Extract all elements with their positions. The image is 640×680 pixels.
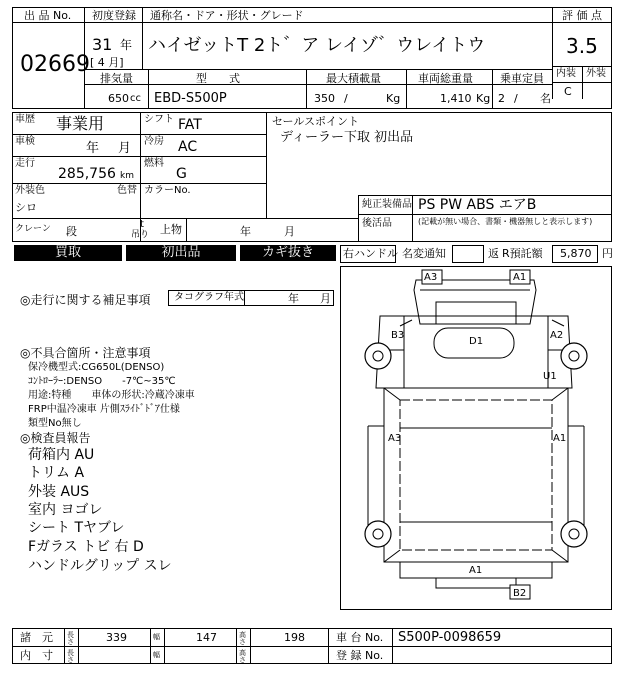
damage-mark: D1 [469,336,484,347]
equipment-label: 純正装備品 [362,199,412,210]
crane-ton: t [140,219,144,230]
score-label: 評 価 点 [562,9,602,22]
damage-mark: A3 [424,272,438,283]
inner-dims-label: 内 寸 [20,649,53,662]
inner-length-label: 長さ [67,649,74,664]
equipment-value: PS PW ABS エアB [418,197,537,213]
chassis-number: S500P-0098659 [398,630,502,645]
reg-no-label: 登 録 No. [336,649,384,662]
displacement-label: 排気量 [100,72,133,85]
width-value: 147 [196,631,217,644]
first-reg-month: [ 4 月] [90,56,124,69]
type-label: 型 式 [196,72,240,85]
mileage-unit: km [120,171,134,181]
defect-line: FRP中温冷凍車 片側ｽﾗｲﾄﾞﾄﾞｱ仕様 [28,404,180,415]
capacity-slash: / [514,92,518,105]
type-value: EBD-S500P [154,91,227,106]
dims-label: 諸 元 [20,631,53,644]
name-change-label: 名変通知 [402,247,446,260]
return-label: 返 [488,247,499,260]
inspector-title: ◎検査員報告 [20,431,91,445]
defects-title: ◎不具合箇所・注意事項 [20,346,151,360]
inspector-line: Fガラス トビ 右 D [28,539,144,555]
first-listing-bar: 初出品 [126,245,236,261]
height-value: 198 [284,631,305,644]
recycle-label: R預託額 [502,247,543,260]
capacity-label: 乗車定員 [500,72,544,85]
capacity-value: 2 [498,92,505,105]
crane-step: 段 [66,225,77,238]
color-change-label: 色替 [117,185,137,196]
model-name: ハイゼットT 2ト゛ア レイゾ゛ウレイトウ [148,35,486,56]
aftermarket-label: 後活品 [362,218,392,229]
defect-line: 用途:特種 車体の形状:冷蔵冷凍車 [28,390,195,401]
upper-label: 上物 [160,223,182,236]
defect-line: 類型No無し [28,418,82,429]
inspector-line: トリム A [28,465,85,481]
fuel-label: 燃料 [144,158,164,169]
buy-bar: 買取 [14,245,122,261]
color-no-label: カラーNo. [144,185,191,196]
chassis-label: 車 台 No. [336,631,384,644]
first-reg-label: 初度登録 [92,9,136,22]
defect-line: ｺﾝﾄﾛｰﾗｰ:DENSO -7℃~35℃ [28,376,176,387]
damage-mark: B3 [391,330,405,341]
inspection-label: 車検 [15,136,35,147]
damage-mark: A1 [513,272,527,283]
damage-mark: A2 [550,330,564,341]
damage-mark: A1 [469,565,483,576]
sales-point-label: セールスポイント [272,115,360,128]
upper-month: 月 [284,225,295,238]
tacho-year: 年 [288,292,299,305]
lot-label: 出 品 No. [24,9,72,22]
crane-label: クレーン [15,224,51,234]
ac-value: AC [178,139,198,155]
sales-point-text: ディーラー下取 初出品 [280,130,414,145]
inspection-year: 年 [86,141,100,156]
vehicle-diagram [340,266,612,610]
color-value: シロ [15,201,37,214]
shift-value: FAT [178,117,202,133]
displacement-value: 650 [108,92,129,105]
damage-mark: A3 [388,433,402,444]
tacho-month: 月 [320,292,331,305]
inspector-line: 外装 AUS [28,484,90,500]
aftermarket-note: (記載が無い場合、書類・機器無しと表示します) [418,217,593,226]
length-value: 339 [106,631,127,644]
inspector-line: ハンドルグリップ スレ [28,558,172,574]
inspector-line: 荷箱内 AU [28,447,95,463]
gross-weight-value: 1,410 [440,92,472,105]
key-removed-bar: カギ抜き [240,245,336,261]
inspector-line: 室内 ヨゴレ [28,502,103,518]
color-label: 外装色 [15,185,45,196]
ac-label: 冷房 [144,136,164,147]
lot-number: 02669 [20,52,90,77]
width-label: 幅 [153,633,160,641]
steering-handle: 右ハンドル [343,247,398,260]
score-value: 3.5 [566,34,598,58]
recycle-amount: 5,870 [560,247,592,260]
tacho-label: タコグラフ年式 [174,292,244,303]
damage-mark: A1 [553,433,567,444]
capacity-unit: 名 [540,92,551,105]
history-label: 車歴 [15,114,35,125]
max-load-slash: / [344,92,348,105]
max-load-unit: Kg [386,92,401,105]
inspection-month: 月 [118,141,132,156]
crane-hoist: 吊り [131,230,150,240]
inner-width-label: 幅 [153,651,160,659]
max-load-label: 最大積載量 [326,72,381,85]
inner-height-label: 高さ [239,649,246,664]
model-label: 通称名・ドア・形状・グレード [150,9,304,22]
year-unit: 年 [120,38,133,52]
gross-weight-unit: Kg [476,92,491,105]
inspector-line: シート Tヤブレ [28,520,125,536]
defect-line: 保冷機型式:CG650L(DENSO) [28,362,165,373]
mileage-value: 285,756 [58,166,116,182]
first-reg-year: 31 [92,35,113,54]
interior-label: 内装 [556,68,576,79]
displacement-unit: cc [130,93,141,104]
shift-label: シフト [144,114,174,125]
mileage-label: 走行 [15,158,35,169]
upper-year: 年 [240,225,251,238]
history-value: 事業用 [56,114,105,133]
length-label: 長さ [67,631,74,646]
exterior-label: 外装 [586,68,606,79]
fuel-value: G [176,166,187,182]
height-label: 高さ [239,631,246,646]
max-load-value: 350 [314,92,335,105]
damage-mark: U1 [543,371,557,382]
driving-notes-title: ◎走行に関する補足事項 [20,293,151,307]
recycle-unit: 円 [602,247,613,260]
gross-weight-label: 車両総重量 [418,72,473,85]
damage-mark: B2 [513,588,527,599]
interior-grade: C [564,85,572,98]
